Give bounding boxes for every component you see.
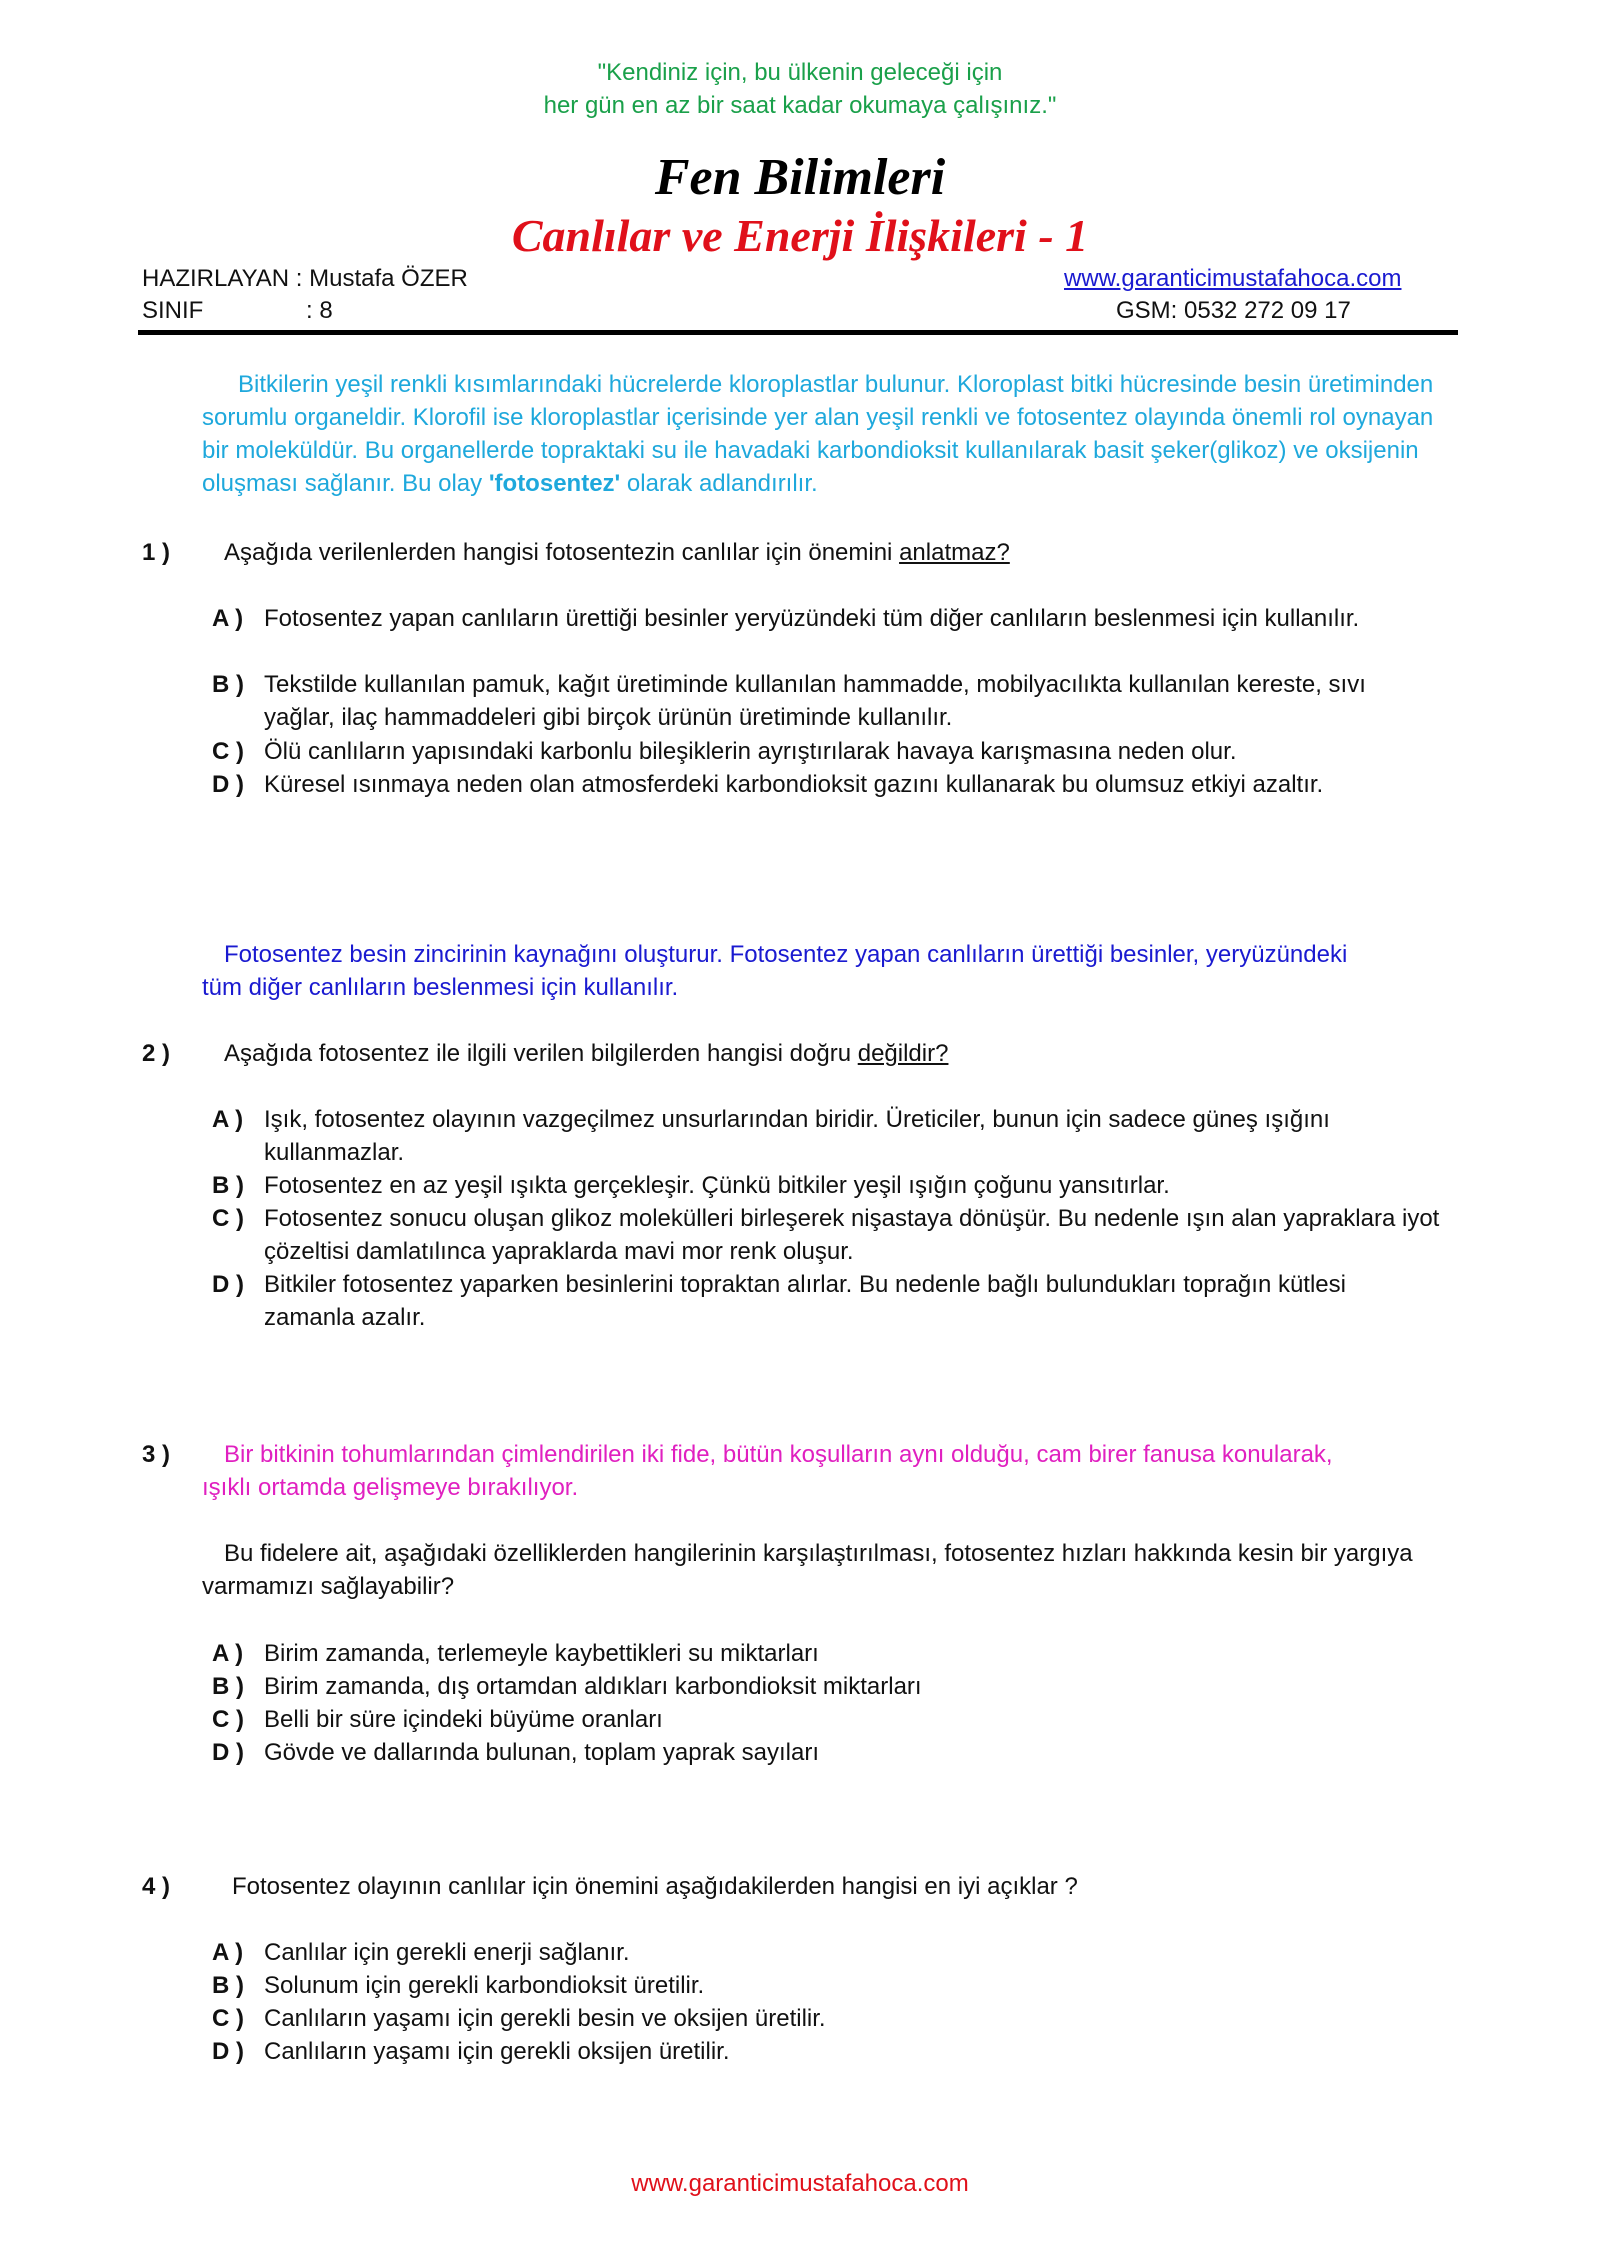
question-3-option-b[interactable] — [212, 1670, 1432, 1703]
question-3-option-c[interactable] — [212, 1703, 1432, 1736]
question-2-option-d[interactable] — [212, 1268, 1442, 1334]
option-label: C ) — [212, 1706, 244, 1733]
option-label: C ) — [212, 1205, 244, 1232]
option-text: Belli bir süre içindeki büyüme oranları — [264, 1706, 663, 1733]
option-text: Birim zamanda, terlemeyle kaybettikleri su miktarları — [264, 1640, 819, 1667]
option-text: Tekstilde kullanılan pamuk, kağıt üretiminde kullanılan hammadde, mobilyacılıkta kullanılan kereste, sıvı yağlar, ilaç hammaddeleri gibi birçok ürünün üretiminde kullanılır. — [264, 671, 1366, 731]
header-phone: GSM: 0532 272 09 17 — [1116, 297, 1351, 324]
option-label: C ) — [212, 2005, 244, 2032]
option-text: Canlıların yaşamı için gerekli oksijen üretilir. — [264, 2038, 730, 2065]
question-2-option-b[interactable] — [212, 1169, 1442, 1202]
question-2-stem: Aşağıda fotosentez ile ilgili verilen bilgilerden hangisi doğru — [224, 1040, 858, 1067]
option-text: Bitkiler fotosentez yaparken besinlerini topraktan alırlar. Bu nedenle bağlı bulundukları toprağın kütlesi zamanla azalır. — [264, 1271, 1346, 1331]
question-4-option-b[interactable] — [212, 1969, 1432, 2002]
option-label: C ) — [212, 738, 244, 765]
option-label: D ) — [212, 2038, 244, 2065]
option-text: Gövde ve dallarında bulunan, toplam yaprak sayıları — [264, 1739, 819, 1766]
option-text: Canlıların yaşamı için gerekli besin ve oksijen üretilir. — [264, 2005, 826, 2032]
question-2-option-c[interactable] — [212, 1202, 1442, 1268]
header-divider — [138, 330, 1458, 335]
motivational-quote — [0, 56, 1600, 122]
option-label: A ) — [212, 1106, 244, 1133]
intro-text-end: olarak adlandırılır. — [620, 470, 818, 497]
option-text: Küresel ısınmaya neden olan atmosferdeki karbondioksit gazını kullanarak bu olumsuz etkiyi azaltır. — [264, 771, 1324, 798]
option-text: Işık, fotosentez olayının vazgeçilmez unsurlarından biridir. Üreticiler, bunun için sadece güneş ışığını kullanmazlar. — [264, 1106, 1330, 1166]
question-4-number: 4 ) — [142, 1873, 171, 1900]
question-3-number: 3 ) — [142, 1441, 171, 1468]
question-1-text — [224, 536, 1010, 569]
question-2-text — [224, 1037, 948, 1070]
option-text: Ölü canlıların yapısındaki karbonlu bileşiklerin ayrıştırılarak havaya karışmasına neden olur. — [264, 738, 1237, 765]
question-4-option-a[interactable] — [212, 1936, 1432, 1969]
class-value: : 8 — [306, 297, 333, 324]
option-text: Fotosentez sonucu oluşan glikoz molekülleri birleşerek nişastaya dönüşür. Bu nedenle ışın alan yapraklara iyot çözeltisi damlatılınca yapraklarda mavi mor renk oluşur. — [264, 1205, 1440, 1265]
option-text: Fotosentez en az yeşil ışıkta gerçekleşir. Çünkü bitkiler yeşil ışığın çoğunu yansıtırlar. — [264, 1172, 1170, 1199]
option-label: D ) — [212, 771, 244, 798]
option-label: A ) — [212, 1939, 244, 1966]
question-4-text: Fotosentez olayının canlılar için önemini aşağıdakilerden hangisi en iyi açıklar ? — [232, 1873, 1078, 1900]
intro-text: Bitkilerin yeşil renkli kısımlarındaki hücrelerde kloroplastlar bulunur. Kloroplast bitki hücresinde besin üretiminden sorumlu organeldir. Klorofil ise kloroplastlar içerisinde yer alan yeşil renkli ve fotosentez olayında önemli rol oynayan bir moleküldür. Bu organellerde topraktaki su ile havadaki karbondioksit kullanılarak basit şeker(glikoz) ve oksijenin oluşması sağlanır. Bu olay — [202, 371, 1434, 497]
question-1-option-d[interactable] — [212, 768, 1432, 801]
option-label: B ) — [212, 671, 244, 698]
question-1-emphasis: anlatmaz? — [899, 539, 1010, 566]
option-text: Solunum için gerekli karbondioksit üretilir. — [264, 1972, 705, 1999]
option-text: Birim zamanda, dış ortamdan aldıkları karbondioksit miktarları — [264, 1673, 922, 1700]
question-3-scenario: Bir bitkinin tohumlarından çimlendirilen iki fide, bütün koşulların aynı olduğu, cam birer fanusa konularak, ışıklı ortamda gelişmeye bırakılıyor. — [202, 1441, 1333, 1501]
header-website-link[interactable]: www.garanticimustafahoca.com — [1064, 265, 1402, 292]
question-2-option-a[interactable] — [212, 1103, 1442, 1169]
intro-key-term: 'fotosentez' — [488, 470, 621, 497]
option-label: B ) — [212, 1172, 244, 1199]
option-label: A ) — [212, 1640, 244, 1667]
question-1-stem: Aşağıda verilenlerden hangisi fotosentezin canlılar için önemini — [224, 539, 900, 566]
intro-paragraph — [202, 368, 1442, 500]
class-label: SINIF — [142, 297, 204, 324]
question-2-preface: Fotosentez besin zincirinin kaynağını oluşturur. Fotosentez yapan canlıların ürettiği besinler, yeryüzündeki tüm diğer canlıların beslenmesi için kullanılır. — [202, 941, 1348, 1001]
question-1-option-a[interactable] — [212, 602, 1432, 635]
question-3-option-d[interactable] — [212, 1736, 1432, 1769]
question-3-option-a[interactable] — [212, 1637, 1432, 1670]
option-label: B ) — [212, 1972, 244, 1999]
option-label: B ) — [212, 1673, 244, 1700]
question-2-number: 2 ) — [142, 1040, 171, 1067]
prepared-by: HAZIRLAYAN : Mustafa ÖZER — [142, 265, 468, 292]
option-label: D ) — [212, 1271, 244, 1298]
question-3-text: Bu fidelere ait, aşağıdaki özelliklerden hangilerinin karşılaştırılması, fotosentez hızları hakkında kesin bir yargıya varmamızı sağlayabilir? — [202, 1540, 1413, 1600]
quote-line-2: her gün en az bir saat kadar okumaya çalışınız." — [543, 92, 1057, 119]
question-4-option-c[interactable] — [212, 2002, 1432, 2035]
question-1-number: 1 ) — [142, 539, 171, 566]
quote-line-1: "Kendiniz için, bu ülkenin geleceği için — [597, 59, 1003, 86]
footer-website-link[interactable]: www.garanticimustafahoca.com — [631, 2170, 969, 2197]
question-1-option-c[interactable] — [212, 735, 1432, 768]
page-subtitle: Canlılar ve Enerji İlişkileri - 1 — [511, 210, 1089, 261]
option-label: D ) — [212, 1739, 244, 1766]
question-1-option-b[interactable] — [212, 668, 1432, 734]
option-text: Fotosentez yapan canlıların ürettiği besinler yeryüzündeki tüm diğer canlıların beslenmesi için kullanılır. — [264, 605, 1360, 632]
option-text: Canlılar için gerekli enerji sağlanır. — [264, 1939, 630, 1966]
question-4-option-d[interactable] — [212, 2035, 1432, 2068]
page-title: Fen Bilimleri — [654, 149, 946, 206]
question-2-emphasis: değildir? — [857, 1040, 949, 1067]
option-label: A ) — [212, 605, 244, 632]
